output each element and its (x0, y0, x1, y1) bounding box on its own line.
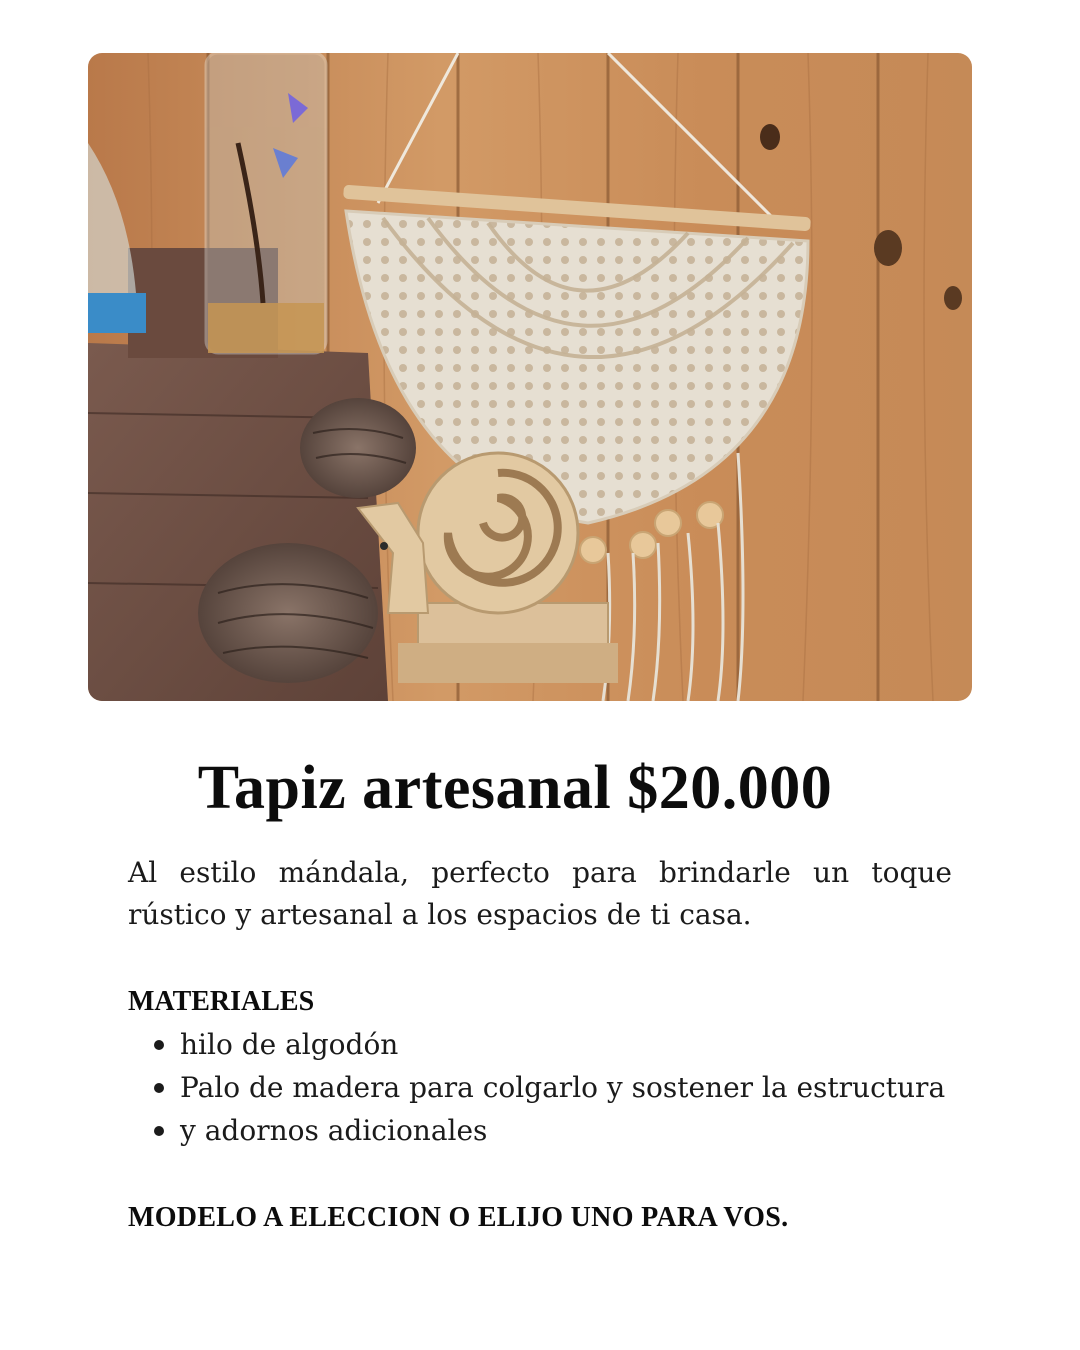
material-item-label: hilo de algodón (180, 1028, 399, 1061)
product-title: Tapiz artesanal $20.000 (197, 754, 833, 822)
footer-note: MODELO A ELECCION O ELIJO UNO PARA VOS. (128, 1202, 789, 1233)
tapestry-photo-illustration (88, 53, 972, 701)
product-photo (88, 53, 972, 701)
material-item-label: y adornos adicionales (180, 1114, 488, 1147)
materials-list (128, 1023, 952, 1152)
product-description: Al estilo mándala, perfecto para brindarle un toque rústico y artesanal a los espacios de ti casa. (128, 856, 952, 931)
bullet-icon (154, 1126, 164, 1136)
list-item (128, 1066, 952, 1109)
bullet-icon (154, 1040, 164, 1050)
bullet-icon (154, 1083, 164, 1093)
material-item-label: Palo de madera para colgarlo y sostener la estructura (180, 1071, 946, 1104)
list-item (128, 1109, 952, 1152)
list-item (128, 1023, 952, 1066)
materials-heading: MATERIALES (128, 986, 315, 1017)
